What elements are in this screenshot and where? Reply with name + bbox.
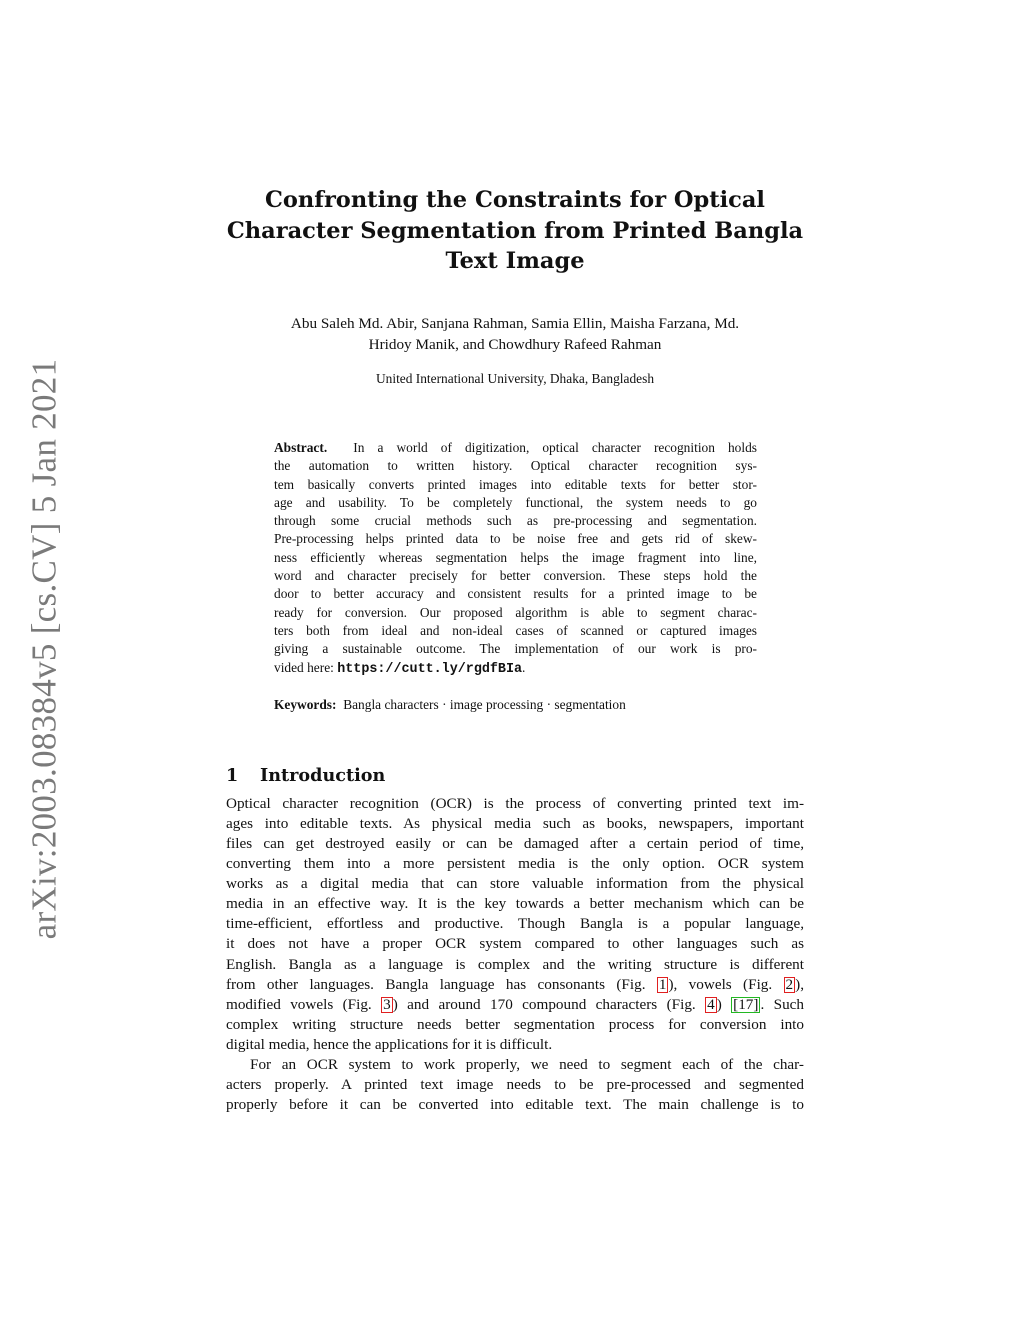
abstract-text: vided here: [274, 659, 338, 675]
body-text: . Such [760, 995, 805, 1013]
abstract-line: word and character precisely for better conversion. These steps hold the [274, 568, 757, 584]
body-line: properly before it can be converted into editable text. The main challenge is to [226, 1095, 804, 1113]
affiliation: United International University, Dhaka, Bangladesh [375, 371, 655, 386]
authors-line: Abu Saleh Md. Abir, Sanjana Rahman, Samia Ellin, Maisha Farzana, Md. [290, 315, 740, 332]
introduction-body [226, 794, 804, 1115]
figure-1-link[interactable]: 1 [658, 975, 667, 993]
implementation-link[interactable]: https://cutt.ly/rgdfBIa [337, 661, 523, 677]
abstract-line: age and usability. To be completely functional, the system needs to go [274, 494, 757, 510]
body-line: converting them into a more persistent media is the only option. OCR system [226, 855, 804, 873]
abstract-line: tem basically converts printed images into editable texts for better stor- [274, 476, 757, 492]
body-line: Optical character recognition (OCR) is the process of converting printed text im- [226, 795, 804, 812]
abstract-line: ready for conversion. Our proposed algorithm is able to segment charac- [274, 604, 757, 620]
body-line: digital media, hence the applications for it is difficult. [226, 1035, 553, 1053]
body-line: files can get destroyed easily or can be damaged after a certain period of time, [226, 835, 804, 853]
abstract-block [274, 439, 757, 679]
abstract-line: giving a sustainable outcome. The implementation of our work is pro- [274, 641, 757, 657]
body-text: from other languages. Bangla language has consonants (Fig. [226, 975, 657, 993]
abstract-line: through some crucial methods such as pre-processing and segmentation. [274, 513, 757, 529]
section-title: Introduction [260, 764, 386, 786]
body-line: works as a digital media that can store valuable information from the physical [226, 875, 804, 893]
abstract-text: . [522, 659, 526, 675]
abstract-text: In a world of digitization, optical character recognition holds [353, 440, 757, 455]
body-line: media in an effective way. It is the key towards a better mechanism which can be [226, 895, 804, 913]
body-line: ages into editable texts. As physical media such as books, newspapers, important [226, 815, 804, 833]
abstract-label: Abstract. [274, 440, 328, 455]
abstract-line [274, 659, 757, 679]
abstract-line: Pre-processing helps printed data to be noise free and gets rid of skew- [274, 531, 757, 547]
figure-2-link[interactable]: 2 [785, 975, 794, 993]
body-text: modified vowels (Fig. [226, 995, 382, 1013]
body-line: complex writing structure needs better segmentation process for conversion into [226, 1015, 804, 1033]
abstract-line: door to better accuracy and consistent results for a printed image to be [274, 586, 757, 602]
section-number: 1 [226, 764, 239, 786]
body-text: ), [795, 975, 804, 993]
abstract-line: the automation to written history. Optical character recognition sys- [274, 458, 757, 474]
abstract-line: ness efficiently whereas segmentation helps the image fragment into line, [274, 549, 757, 565]
title-line: Character Segmentation from Printed Bangla [226, 217, 804, 244]
body-line: For an OCR system to work properly, we need to segment each of the char- [250, 1055, 804, 1073]
figure-3-link[interactable]: 3 [383, 995, 391, 1013]
arxiv-identifier: arXiv:2003.08384v5 [cs.CV] 5 Jan 2021 [24, 358, 64, 940]
body-line: it does not have a proper OCR system compared to other languages such as [226, 935, 804, 953]
body-line: time-efficient, effortless and productive. Though Bangla is a popular language, [226, 915, 804, 933]
body-line: acters properly. A printed text image needs to be pre-processed and segmented [226, 1075, 804, 1093]
keywords-line [274, 696, 757, 714]
body-line [226, 975, 804, 995]
title-line: Text Image [445, 248, 585, 274]
abstract-line: ters both from ideal and non-ideal cases of scanned or captured images [274, 622, 757, 638]
body-text: ) and around 170 compound characters (Fig. [392, 995, 706, 1013]
section-heading [226, 764, 385, 788]
figure-4-link[interactable]: 4 [707, 995, 715, 1013]
body-line: English. Bangla as a language is complex and the writing structure is different [226, 955, 804, 973]
title-line: Confronting the Constraints for Optical [265, 187, 765, 213]
citation-17-link[interactable]: [17] [733, 995, 759, 1013]
author-list [200, 313, 830, 355]
arxiv-identifier-stamp [23, 358, 65, 940]
authors-line: Hridoy Manik, and Chowdhury Rafeed Rahman [368, 336, 662, 353]
keywords-label: Keywords: [274, 697, 337, 712]
body-line [226, 995, 804, 1015]
paper-title [200, 185, 830, 277]
keywords-text: Bangla characters · image processing · segmentation [343, 697, 626, 712]
body-text: ), vowels (Fig. [668, 975, 784, 993]
body-text: ) [716, 995, 732, 1013]
abstract-line [274, 439, 757, 457]
